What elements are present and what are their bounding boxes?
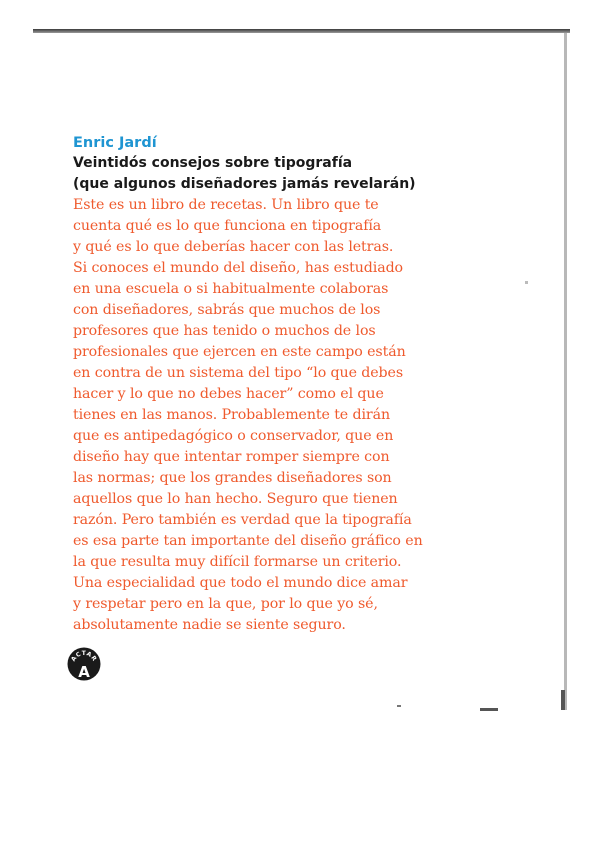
description-line: profesores que has tenido o muchos de los: [73, 323, 376, 339]
scan-smudge: [397, 705, 401, 707]
description-line: la que resulta muy difícil formarse un criterio.: [73, 554, 402, 570]
publisher-logo: [67, 647, 101, 681]
book-title: [73, 153, 543, 195]
description-line: es esa parte tan importante del diseño gráfico en: [73, 533, 423, 549]
logo-letter: A: [78, 663, 90, 681]
author-name: Enric Jardí: [73, 135, 157, 151]
description-line: en una escuela o si habitualmente colaboras: [73, 281, 389, 297]
scan-edge-top: [33, 29, 570, 33]
description-line: diseño hay que intentar romper siempre con: [73, 449, 390, 465]
book-title-line: (que algunos diseñadores jamás revelarán): [73, 176, 416, 192]
logo-wordmark: ACTAR: [69, 649, 99, 663]
scan-edge-right-shadow: [561, 690, 565, 710]
description-line: y qué es lo que deberías hacer con las letras.: [73, 239, 394, 255]
back-cover-text: [73, 133, 543, 636]
description-line: aquellos que lo han hecho. Seguro que tienen: [73, 491, 398, 507]
description-line: hacer y lo que no debes hacer” como el que: [73, 386, 384, 402]
description-line: en contra de un sistema del tipo “lo que debes: [73, 365, 404, 381]
description-line: absolutamente nadie se siente seguro.: [73, 617, 346, 633]
scan-smudge: [480, 708, 498, 711]
description-line: las normas; que los grandes diseñadores son: [73, 470, 392, 486]
description-line: con diseñadores, sabrás que muchos de los: [73, 302, 381, 318]
description-line: Una especialidad que todo el mundo dice amar: [73, 575, 408, 591]
book-title-line: Veintidós consejos sobre tipografía: [73, 155, 353, 171]
scan-edge-right: [564, 33, 567, 710]
description-line: tienes en las manos. Probablemente te dirán: [73, 407, 391, 423]
description-line: razón. Pero también es verdad que la tipografía: [73, 512, 412, 528]
description-line: profesionales que ejercen en este campo están: [73, 344, 406, 360]
book-description: [73, 195, 543, 636]
description-line: cuenta qué es lo que funciona en tipografía: [73, 218, 382, 234]
description-line: y respetar pero en la que, por lo que yo sé,: [73, 596, 378, 612]
description-line: Si conoces el mundo del diseño, has estudiado: [73, 260, 403, 276]
description-line: que es antipedagógico o conservador, que en: [73, 428, 394, 444]
description-line: Este es un libro de recetas. Un libro que te: [73, 197, 379, 213]
